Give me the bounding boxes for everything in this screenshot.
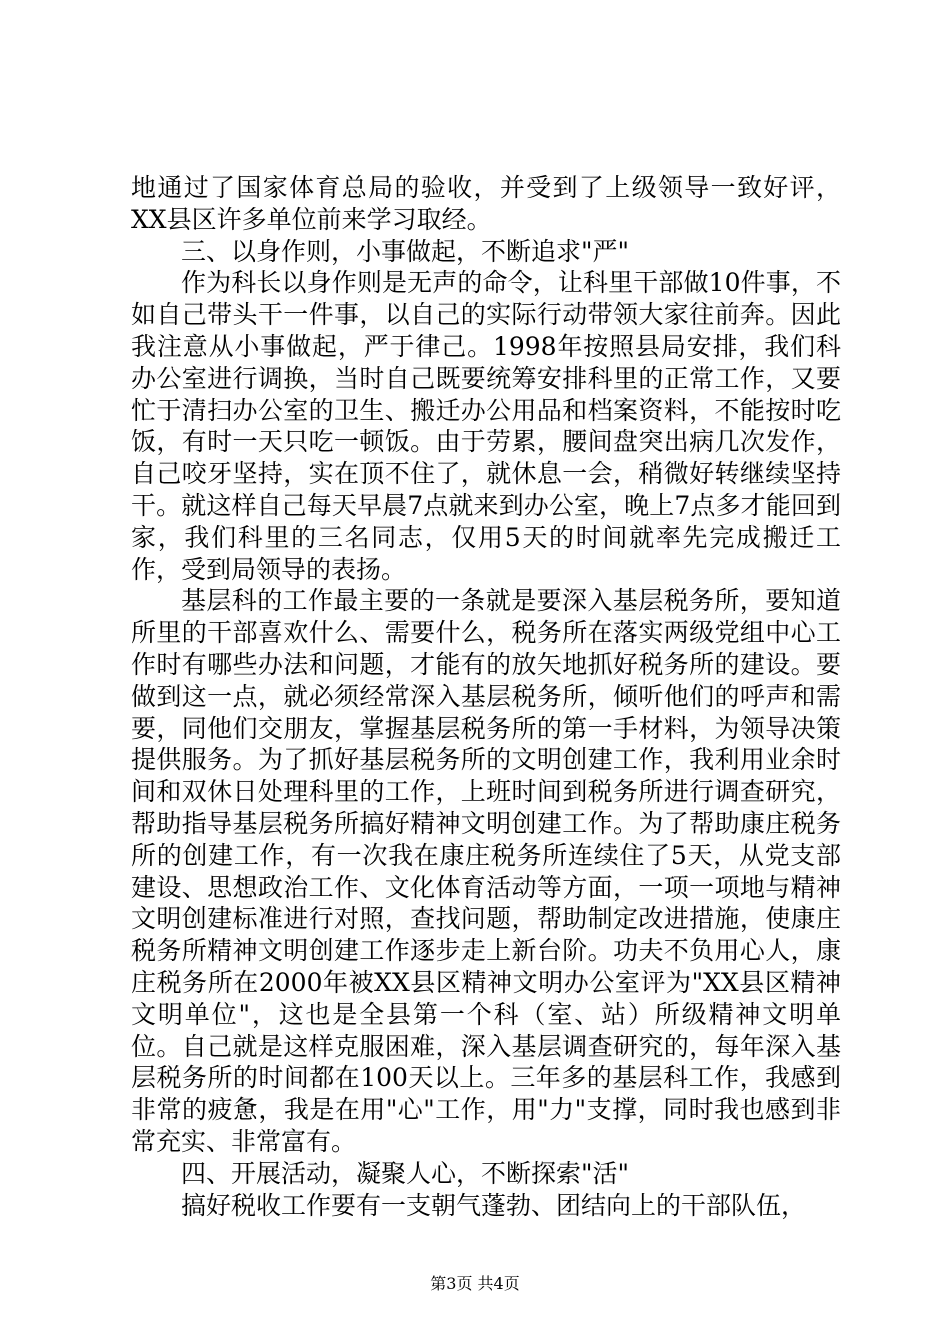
paragraph-3: 基层科的工作最主要的一条就是要深入基层税务所，要知道所里的干部喜欢什么、需要什么，税务所在落实两级党组中心工作时有哪些办法和问题，才能有的放矢地抓好税务所的建设。要做到这一点，就必须经常深入基层税务所，倾听他们的呼声和需要，同他们交朋友，掌握基层税务所的第一手材料，为领导决策提供服务。为了抓好基层税务所的文明创建工作，我利用业余时间和双休日处理科里的工作，上班时间到税务所进行调查研究，帮助指导基层税务所搞好精神文明创建工作。为了帮助康庄税务所的创建工作，有一次我在康庄税务所连续住了5天，从党支部建设、思想政治工作、文化体育活动等方面，一项一项地与精神文明创建标准进行对照，查找问题，帮助制定改进措施，使康庄税务所精神文明创建工作逐步走上新台阶。功夫不负用心人，康庄税务所在2000年被XX县区精神文明办公室评为"XX县区精神文明单位"，这也是全县第一个科（室、站）所级精神文明单位。自己就是这样克服困难，深入基层调查研究的，每年深入基层税务所的时间都在100天以上。三年多的基层科工作，我感到非常的疲惫，我是在用"心"工作，用"力"支撑，同时我也感到非常充实、非常富有。 bbox=[131, 586, 841, 1156]
section-heading-4: 四、开展活动，凝聚人心，不断探索"活" bbox=[181, 1158, 629, 1188]
paragraph-2: 作为科长以身作则是无声的命令，让科里干部做10件事，不如自己带头干一件事，以自己的实际行动带领大家往前奔。因此我注意从小事做起，严于律己。1998年按照县局安排，我们科办公室进行调换，当时自己既要统筹安排科里的正常工作，又要忙于清扫办公室的卫生、搬迁办公用品和档案资料，不能按时吃饭，有时一天只吃一顿饭。由于劳累，腰间盘突出病几次发作，自己咬牙坚持，实在顶不住了，就休息一会，稍微好转继续坚持干。就这样自己每天早晨7点就来到办公室，晚上7点多才能回到家，我们科里的三名同志，仅用5天的时间就率先完成搬迁工作，受到局领导的表扬。 bbox=[131, 268, 841, 584]
section-heading-3: 三、以身作则，小事做起，不断追求"严" bbox=[181, 236, 629, 266]
paragraph-1: 地通过了国家体育总局的验收，并受到了上级领导一致好评，XX县区许多单位前来学习取经。 bbox=[131, 173, 841, 234]
paragraph-4: 搞好税收工作要有一支朝气蓬勃、团结向上的干部队伍， bbox=[181, 1190, 807, 1220]
document-body bbox=[131, 172, 841, 1221]
page-footer: 第3页 共4页 bbox=[430, 1274, 520, 1293]
